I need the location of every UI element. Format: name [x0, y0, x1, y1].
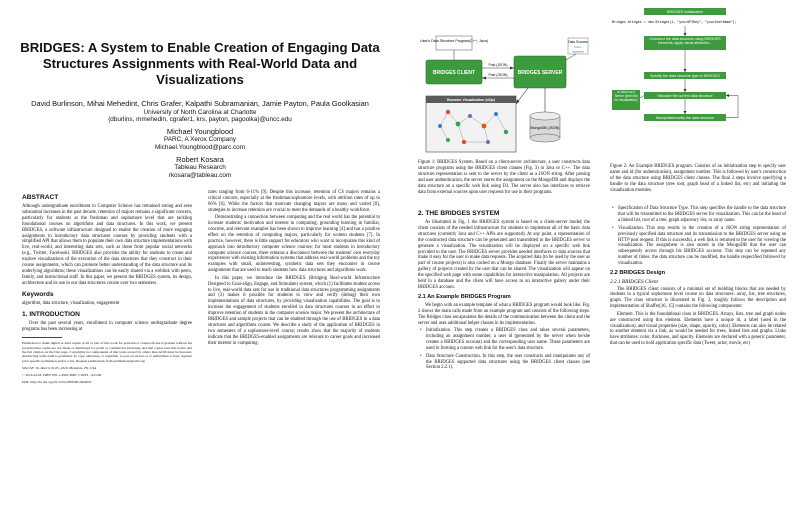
copyright-line: © 2016 ACM. ISBN 978-1-4503-3685-7/16/03 ...$15.00: [22, 373, 102, 378]
doi-line: DOI: http://dx.doi.org/10.1145/2839509.2844635: [22, 380, 92, 385]
example-paragraph: We begin with an example template of what a BRIDGES program would look like. Fig. 2 shows the main calls made from an example program and consists of the following steps. The Bridges class encapsulates the details of the communication between the client and the server and uses additional helper classes in its implementation.: [418, 302, 590, 326]
abstract-text: Although undergraduate enrollment in Computer Science has remained strong and seen substantial increases in the past decade, retention of majors remains a significant concern, particularly for students at the freshman and sophomore level that are tackling foundational courses on algorithms and data structures. In this work, we present BRIDGES, a software infrastructure designed to enable the creation of more engaging assignments in introductory data structures courses by providing students with a simplified API that allows them to populate their own data structure implementations with live, real-world, and interesting data sets, such as those from popular social networks (e.g., Twitter, Facebook). BRIDGES also provides the ability for students to create and explore visualizations of the execution of the data structures that they construct in their course assignments, which can promote better understanding of the data structure and its underlying algorithms; these visualizations can be easily shared via a weblink with peers, family, and instructional staff. In this paper, we present the BRIDGES system, its design, architecture and its use in our data structures course over two semesters.: [22, 204, 192, 286]
program-label: User's Data Structure Program(C++, Java): [420, 39, 488, 43]
system-heading: 2. THE BRIDGES SYSTEM: [418, 210, 500, 217]
client-label: BRIDGES CLIENT: [432, 70, 476, 76]
facebook-label: facebook: [572, 49, 584, 54]
design-heading: 2.2 BRIDGES Design: [610, 270, 666, 277]
intro-paragraph-3: In this paper, we introduce the BRIDGES (Bridging Real-world Infrastructure Designed to Goal-align, Engage, and Stimulate) system, which (1) facilitates student access to live, real-world data sets for use in traditional data structures programming assignments and (2) makes it possible for students to view and verify (debug) their own implementations of data structures, by providing visualization capabilities. The goal is to increase the engagement of students enrolled in data structures courses in an effort to improve retention of students in the computer science major. We present the architecture of BRIDGES and sample projects that can be enabled through the use of BRIDGES in a data structures and algorithms course. We describe a study of the application of BRIDGES in two semesters of a sophomore-level course; results show that the majority of students indicate that the BRIDGES-enabled assignments are relevant to career goals and increased their interest in computing.: [208, 275, 380, 346]
intro-heading: 1. INTRODUCTION: [22, 310, 80, 318]
author-affiliation-2: PARC, A Xerox Company: [164, 136, 236, 144]
client-subheading: 2.2.1 BRIDGES Client: [610, 279, 658, 286]
page-2-left-column: [418, 206, 590, 373]
page-2-right-column: [610, 206, 786, 349]
intro-paragraph-2: Demonstrating a connection between computing and the real world has the potential to increase students' motivation and interest in computing; grounding learning in familiar, concrete, and relevant examples has been shown to improve learning [4] and has a positive effect on the retention of computing majors, particularly for women students [7]. In practice, however, there is little support for educators who want to incorporate this kind of approach into introductory computer science courses; for most students in introductory computer science courses, there remains a disconnect between the students' own everyday experiences with existing information systems that address real-world problems and the toy examples with small, uninteresting, synthetic data sets they encounter in course assignments that are used to teach students how data structures and algorithms work.: [208, 215, 380, 274]
figure-1-diagram: [418, 34, 590, 156]
page-2: [400, 0, 800, 517]
author-email-2: Michael.Youngblood@parc.com: [154, 143, 246, 151]
step-label-4: Visualize the current data structure: [657, 94, 713, 98]
footnote-rule: [22, 337, 62, 338]
right-column: [208, 190, 380, 348]
client-paragraph: The BRIDGES client consists of a minimal set of building blocks that are needed by students in a typical sophomore level course on data structures: array, list, tree structures, graph. The class structure is illustrated in Fig. 3, roughly follows the description and implementation of Shaffer[16, 15] contains the following components:: [610, 286, 786, 310]
server-side-label: To BRIDGES Server (web link for visualization): [614, 91, 638, 102]
author-email-3: rkosara@tableau.com: [168, 171, 232, 179]
author-names: David Burlinson, Mihai Mehedint, Chris Grafer, Kalpathi Subramanian, Jamie Payton, Paula Goolkasian: [31, 99, 369, 108]
author-name-3: Robert Kosara: [176, 154, 224, 164]
keywords-text: algorithm, data structure, visualization, engagement: [22, 300, 120, 306]
author-affiliation: University of North Carolina at Charlotte: [143, 108, 257, 116]
permission-notice: Permission to make digital or hard copies of all or part of this work for personal or classroom use is granted without fee provided that copies are not made or distributed for profit or commercial advantage and that copies bear this notice and the full citation on the first page. Copyrights for components of this work owned by others than ACM must be honored. Abstracting with credit is permitted. To copy otherwise, or republish, to post on servers or to redistribute to lists, requires prior specific permission and/or a fee. Request permissions from permissions@acm.org.: [22, 341, 192, 363]
bullet-specification: • Specification of Data Structure Type. This step specifies the handle to the data structure that will be transmitted to the BRIDGES server for visualization. This can be the head of a linked list, root of a tree, graph adjacency list, or array name.: [618, 206, 786, 224]
author-email: {dburlins, mmehedin, cgrafer1, krs, payton, pagoolka}@uncc.edu: [108, 116, 292, 124]
step-label-1: BRIDGES initialization: [667, 10, 703, 14]
bullet-initialization: • Initialization. This step creates a BRIDGES class and takes several parameters, including an assignment number, a user id (generated by the server when he/she creates a BRIDGES account) and the corresponding user name. These parameters are used in forming a custom web link for the user's data structure.: [426, 328, 590, 352]
figure-1-caption: Figure 1: BRIDGES System. Based on a client-server architecture, a user constructs data structure programs using the BRIDGES client classes (Fig. 3) in Java or C++. The data structure representation is sent to the server by the client as a JSON string. After parsing and user authentication, the server stores the assignment on the MongoDB and displays the data structure on a specific web link using D3. The server also has interfaces to retrieve data from external sources upon user requests for use in their programs.: [418, 160, 590, 195]
figure-2-diagram: [610, 6, 786, 160]
system-paragraph: As illustrated in Fig. 1 the BRIDGES system is based on a client-server model; the client consists of the needed infrastructure for students to implement all of the basic data structures (currently Java and C++ APIs are supported). At any point, a representation of the constructed data structure can be generated and transmitted to the BRIDGES server to generate a visualization. The visualization will be displayed on a specific web link provided to the user. The BRIDGES server provides needed interfaces to data sources that make it easy for the user to make data requests. The acquired data (to be used by the user as part of course projects) is also cached on a Mongo database. Finally the server maintains a gallery of projects created by the user that can be shared. The visualization will appear on the specified web page with some capabilities for interactive manipulation. All projects are held in a database and the client will have access to an interactive gallery under their BRIDGES account.: [418, 220, 590, 290]
twitter-label: twitter: [574, 45, 582, 49]
code-snippet: Bridges bridges = new Bridges(1, "yourAPIKey", "yourUserName");: [612, 20, 737, 24]
step-label-3: Specify the data structure type to BRIDGES: [650, 74, 720, 78]
browser-window: [426, 96, 516, 152]
author-block: [20, 100, 380, 179]
element-paragraph: Element. This is the foundational class in BRIDGES. Arrays, lists, tree and graph nodes are constructed using this element. Elements have a unique id, a label (used in the visualization), and visual properties (size, shape, opacity, color). Elements can also be related to another element via a link, as would be needed for trees, linked lists and graphs. Links have attributes: color, thickness, and opacity. Elements are declared with a generic parameter, that can be used to hold application specific data (Tweet, actor, movie, etc): [610, 311, 786, 347]
post-label: Post (JSON): [488, 63, 508, 67]
author-affiliation-3: Tableau Research: [174, 164, 226, 172]
author-name-2: Michael Youngblood: [166, 126, 234, 136]
step-label-5: Manipulate/modify the data structure: [655, 116, 715, 120]
post-data-label: Post (JSON): [488, 73, 508, 77]
conference-info: SIGCSE '16, March 02-05, 2016, Memphis, TN, USA: [22, 365, 97, 370]
bullet-visualization: • Visualization. This step results in the creation of a JSON string representation of previously specified data structure and its transmission to the BRIDGES server using an HTTP post request. If this is successful, a web link is returned to the user for viewing the visualization. The assignment is also stored in the MongoDB that the user can subsequently access through his BRIDGES account. This step can be repeated any number of times: the data structure can be modified, the handle respecified followed by visualization.: [618, 226, 786, 267]
intro-paragraph-cont: rates ranging from 6-11% [9]. Despite this increase, retention of CS majors remains a critical concern, especially at the freshman/sophomore levels, with attrition rates of up to 66% [6]. While the factors that motivate changing majors are many and varied [8], strategies to increase retention are crucial to meet the demands of a healthy workforce.: [208, 190, 380, 213]
left-column: [22, 190, 192, 386]
step-label-2: Construct the data structure using BRIDGES elements; apply visual attributes...: [649, 37, 721, 46]
browser-label: Browser Visualization (d3js): [447, 98, 495, 103]
server-label: BRIDGES SERVER: [517, 70, 563, 76]
abstract-heading: ABSTRACT: [22, 194, 59, 201]
db-label: MongoDB (JSON): [530, 126, 560, 130]
intro-paragraph: Over the past several years, enrollment in computer science undergraduate degree programs has been increasing at: [22, 320, 192, 332]
keywords-heading: Keywords: [22, 290, 54, 298]
bullet-construction: • Data Structure Construction. In this step, the user constructs and manipulates any of the BRIDGES supported data structures using the BRIDGES client classes (see Section 2.2.1).: [426, 354, 590, 372]
data-sources-label: Data Sources: [568, 40, 588, 44]
figure-2-caption: Figure 2: An Example BRIDGES program. Consists of an initialization step to specify user name and id (for authentication), assignment number. This is followed by user's construction of the data structure using BRIDGES client classes. The final 2 steps involve specifying a handle to the data structure (tree root, graph head of a linked list, etc) and initiating the visualization modules.: [610, 164, 786, 193]
example-heading: 2.1 An Example BRIDGES Program: [418, 293, 511, 300]
paper-title: BRIDGES: A System to Enable Creation of Engaging Data Structures Assignments with Real-World Data and Visualizations: [20, 40, 380, 87]
